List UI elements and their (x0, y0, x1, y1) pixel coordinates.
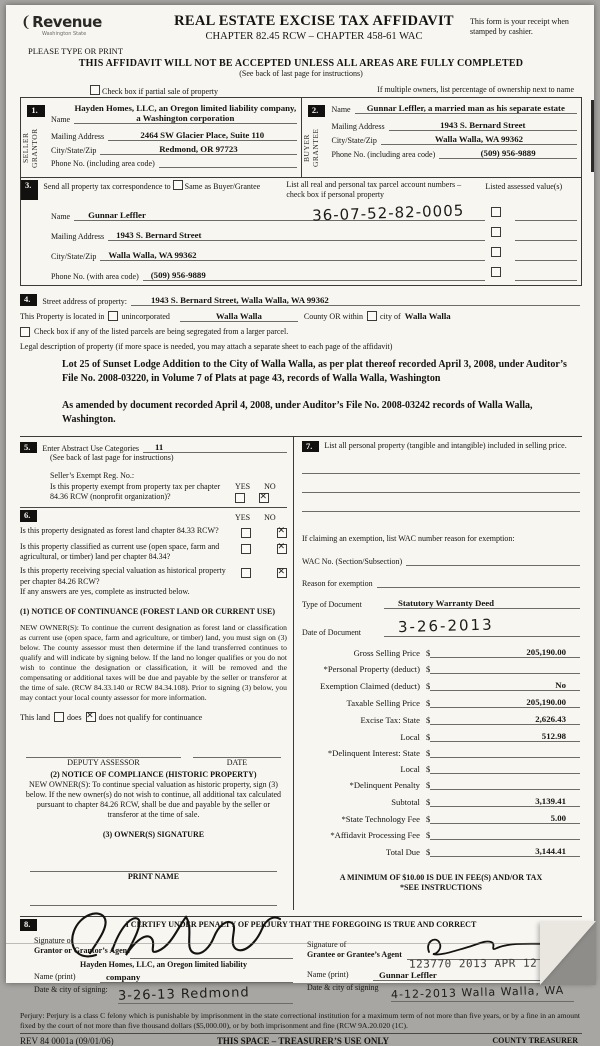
scanned-affidavit-page (6, 5, 594, 1046)
left-column (20, 437, 294, 911)
section7-number: 7. (302, 441, 319, 453)
same-as-buyer-checkbox (173, 180, 183, 190)
parcel-number-handwritten: 36-07-52-82-0005 (312, 201, 465, 225)
multiple-owners-note: If multiple owners, list percentage of ownership next to name (377, 85, 574, 94)
exempt-reg-label: Seller’s Exempt Reg. No.: (50, 471, 135, 480)
does-not-label: does not qualify for continuance (98, 712, 203, 722)
partial-sale-label: Check box if partial sale of property (102, 87, 218, 96)
form-subtitle: CHAPTER 82.45 RCW – CHAPTER 458-61 WAC (205, 31, 423, 42)
dollar-sign: $ (425, 830, 431, 840)
fee-label-4: Excise Tax: State (360, 715, 420, 725)
owner-signature-label: (3) OWNER(S) SIGNATURE (102, 830, 205, 840)
see-instructions-note: *SEE INSTRUCTIONS (399, 883, 482, 892)
buyer-city-label: City/State/Zip (331, 136, 377, 145)
no-header-2: NO (264, 512, 276, 522)
owner-signature-line (30, 862, 277, 872)
middle-two-column-area (20, 436, 582, 911)
see-back-note: (See back of last page for instructions) (239, 69, 363, 78)
s3-phone-label: Phone No. (with area code) (51, 272, 139, 281)
assessed-value-line-3 (515, 251, 577, 261)
current-use-no-checkbox (277, 544, 287, 554)
reason-value-line (377, 578, 580, 588)
personal-property-checkbox-4 (491, 267, 501, 277)
unincorporated-label: unincorporated (121, 311, 170, 321)
personal-property-line-3 (302, 502, 580, 512)
print-name-line (30, 896, 277, 906)
exempt-question: Is this property exempt from property tax per chapter 84.36 RCW (nonprofit organization)? (50, 482, 221, 502)
partial-sale-checkbox (90, 85, 100, 95)
fee-label-8: *Delinquent Penalty (349, 780, 420, 790)
fee-label-1: *Personal Property (deduct) (323, 664, 420, 674)
paper-crease (6, 943, 594, 944)
fee-value-2: No (430, 680, 580, 691)
s3-mailing-label: Mailing Address (51, 232, 105, 241)
fee-label-10: *State Technology Fee (341, 814, 420, 824)
s3-city-label: City/State/Zip (51, 252, 97, 261)
this-land-label: This land (20, 712, 50, 722)
county-value: Walla Walla (180, 311, 298, 322)
tax-correspondence-section (20, 178, 582, 286)
buyer-mailing-label: Mailing Address (331, 122, 385, 131)
dept-of-revenue-logo (20, 13, 158, 56)
seller-mailing-value: 2464 SW Glacier Place, Suite 110 (108, 130, 296, 141)
seller-section (21, 98, 302, 177)
buyer-name-label: Name (331, 105, 351, 114)
does-label: does (67, 712, 82, 722)
fee-value-3: 205,190.00 (430, 697, 580, 708)
exempt-yes-checkbox (235, 493, 245, 503)
assessor-date-line (193, 748, 281, 758)
page-curl (540, 921, 596, 985)
fee-label-6: *Delinquent Interest: State (327, 748, 420, 758)
fee-label-11: *Affidavit Processing Fee (330, 830, 420, 840)
dollar-sign: $ (425, 681, 431, 691)
personal-property-line-2 (302, 483, 580, 493)
seller-phone-label: Phone No. (including area code) (51, 159, 155, 168)
city-checkbox (367, 311, 377, 321)
county-or-within-label: County OR within (303, 311, 363, 321)
parties-box (20, 97, 582, 178)
abstract-use-value: 11 (143, 442, 287, 453)
s3-name-value: Gunnar Leffler (74, 210, 312, 221)
assessed-value-line-1 (515, 211, 577, 221)
grantor-name-print-value: company (100, 972, 293, 983)
assessed-value-line-2 (515, 231, 577, 241)
dollar-sign: $ (425, 764, 431, 774)
located-in-label: This Property is located in (20, 311, 105, 321)
historical-no-checkbox (277, 568, 287, 578)
personal-property-header: List all personal property (tangible and intangible) included in selling price. (324, 440, 567, 450)
continuance-body: NEW OWNER(S): To continue the current designation as forest land or classification as current use (open space, farm and agriculture, or timber) land, you must sign on (3) below. The county assessor must then determine if the land transferred continues to qualify and will indicate by signing below. If the land no longer qualifies or you do not wish to continue the designation or classification, it will be removed and the compensating or additional taxes will be due and payable by the seller or transferor at the time of sale. (RCW 84.33.140 or RCW 84.34.108). Prior to signing (3) below, you may contact your local county assessor for more information. (20, 623, 287, 703)
legal-description-p1: Lot 25 of Sunset Lodge Addition to the City of Walla Walla, as per plat thereof recorded April 3, 2008, under Auditor’s File No. 2008-03220, in Volume 7 of Plats at page 43, records of Walla Walla, Washington (62, 358, 567, 384)
buyer-phone-value: (509) 956-9889 (439, 148, 577, 159)
seller-grantor-side-label: SELLER GRANTOR (21, 128, 39, 168)
street-address-value: 1943 S. Bernard Street, Walla Walla, WA 99362 (131, 295, 580, 306)
fee-value-9: 3,139.41 (430, 796, 580, 807)
section1-number: 1. (27, 105, 44, 117)
form-header (20, 13, 582, 56)
grantor-sig-label-2: Grantor or Grantor’s Agent (34, 946, 130, 956)
personal-property-checkbox-2 (491, 227, 501, 237)
dollar-sign: $ (425, 847, 431, 857)
assessed-value-line-4 (515, 271, 577, 281)
seller-city-label: City/State/Zip (51, 146, 97, 155)
fee-label-5: Local (400, 732, 420, 742)
fee-value-12: 3,144.41 (430, 846, 580, 857)
grantee-name-print-value: Gunnar Leffler (373, 970, 574, 981)
dollar-sign: $ (425, 780, 431, 790)
grantee-sig-label-1: Signature of (307, 940, 347, 950)
legal-description-p2: As amended by document recorded April 4, 2008, under Auditor’s File No. 2008-03242 records of Walla Walla, Washington. (62, 399, 533, 425)
please-type-label: PLEASE TYPE OR PRINT (28, 46, 124, 56)
dollar-sign: $ (425, 797, 431, 807)
same-as-buyer-label: Same as Buyer/Grantee (184, 182, 261, 191)
legal-description-label: Legal description of property (if more space is needed, you may attach a separate sheet to each page of the affidavit) (20, 341, 393, 351)
yes-header: YES (234, 482, 251, 491)
s3-city-value: Walla Walla, WA 99362 (100, 250, 312, 261)
grantor-print-overflow: Hayden Homes, LLC, an Oregon limited liability (80, 960, 247, 970)
does-checkbox (54, 712, 64, 722)
fee-value-8 (430, 780, 580, 790)
seller-city-value: Redmond, OR 97723 (100, 144, 296, 155)
right-column (294, 437, 582, 911)
fee-label-9: Subtotal (391, 797, 420, 807)
current-use-question: Is this property classified as current use (open space, farm and agricultural, or timber) land per chapter 84.34? (20, 541, 220, 561)
fee-value-7 (430, 764, 580, 774)
historical-yes-checkbox (241, 568, 251, 578)
section5-number: 5. (20, 442, 37, 454)
form-rev-number: REV 84 0001a (09/01/06) (20, 1035, 114, 1046)
fee-label-0: Gross Selling Price (353, 648, 420, 658)
grantee-date-city-value: 4-12-2013 Walla Walla, WA (391, 983, 574, 1002)
treasurer-timestamp-stamp: 123770 2013 APR 12 15:35 (408, 956, 581, 971)
completion-notice: THIS AFFIDAVIT WILL NOT BE ACCEPTED UNLESS ALL AREAS ARE FULLY COMPLETED (78, 58, 524, 69)
section6-number: 6. (20, 510, 37, 522)
fee-value-1 (430, 664, 580, 674)
historical-question: Is this property receiving special valuation as historical property per chapter 84.26 RCW? (20, 566, 226, 586)
s3-name-label: Name (51, 212, 71, 221)
send-correspondence-label: Send all property tax correspondence to Same as Buyer/Grantee (43, 182, 261, 191)
date-of-document-value: 3-26-2013 (384, 617, 580, 637)
seller-phone-value (159, 158, 297, 168)
current-use-yes-checkbox (241, 544, 251, 554)
logo-tagline: Washington State (42, 31, 87, 37)
grantee-date-city-label: Date & city of signing (307, 983, 379, 993)
revenue-logo-icon: ❨ (21, 13, 31, 31)
street-address-label: Street address of property: (42, 296, 128, 306)
receipt-note: This form is your receipt when stamped by cashier. (470, 17, 569, 37)
buyer-grantee-side-label: BUYER GRANTEE (301, 128, 320, 168)
dollar-sign: $ (425, 732, 431, 742)
date-of-document-label: Date of Document (301, 628, 362, 637)
grantor-date-city-label: Date & city of signing: (34, 985, 108, 995)
fee-value-11 (430, 830, 580, 840)
grantee-sig-label-2: Grantee or Grantee’s Agent (307, 950, 402, 960)
dollar-sign: $ (425, 748, 431, 758)
fee-value-5: 512.98 (430, 731, 580, 742)
compliance-body: NEW OWNER(S): To continue special valuation as historic property, sign (3) below. If the new owner(s) do not wish to continue, all additional tax calculated pursuant to chapter 84.26 RCW, shall be due and payable by the seller or transferor at the time of sale. (25, 780, 282, 820)
assessor-date-label: DATE (226, 758, 248, 768)
section8-number: 8. (20, 919, 37, 931)
fee-label-7: Local (400, 764, 420, 774)
fee-value-4: 2,626.43 (430, 714, 580, 725)
dollar-sign: $ (425, 814, 431, 824)
forest-no-checkbox (277, 528, 287, 538)
fee-value-6 (430, 748, 580, 758)
minimum-fee-note: A MINIMUM OF $10.00 IS DUE IN FEE(S) AND/OR TAX (339, 873, 543, 882)
buyer-section (302, 98, 582, 177)
segregated-label: Check box if any of the listed parcels are being segregated from a larger parcel. (34, 327, 289, 336)
seller-name-label: Name (51, 115, 71, 124)
section2-number: 2. (308, 105, 325, 117)
deputy-assessor-label: DEPUTY ASSESSOR (67, 758, 140, 768)
type-of-document-value: Statutory Warranty Deed (384, 598, 580, 609)
forest-land-question: Is this property designated as forest land chapter 84.33 RCW? (20, 525, 219, 535)
segregated-checkbox (20, 327, 30, 337)
personal-property-checkbox-1 (491, 207, 501, 217)
if-yes-note: If any answers are yes, complete as instructed below. (20, 587, 190, 597)
treasurers-use-label: THIS SPACE – TREASURER’S USE ONLY (216, 1035, 390, 1046)
continuance-title: (1) NOTICE OF CONTINUANCE (FOREST LAND OR CURRENT USE) (20, 607, 275, 617)
grantor-name-print-label: Name (print) (34, 972, 76, 982)
fee-label-3: Taxable Selling Price (346, 698, 420, 708)
no-header: NO (264, 482, 276, 491)
buyer-city-value: Walla Walla, WA 99362 (381, 134, 577, 145)
s3-phone-value: (509) 956-9889 (143, 270, 313, 281)
dollar-sign: $ (425, 664, 431, 674)
wac-label: WAC No. (Section/Subsection) (301, 557, 403, 566)
buyer-phone-label: Phone No. (including area code) (331, 150, 436, 159)
wac-value-line (406, 556, 580, 566)
form-title: REAL ESTATE EXCISE TAX AFFIDAVIT (174, 13, 454, 29)
buyer-mailing-value: 1943 S. Bernard Street (389, 120, 577, 131)
buyer-name-value: Gunnar Leffler, a married man as his separate estate (355, 103, 577, 114)
dollar-sign: $ (425, 648, 431, 658)
fee-label-2: Exemption Claimed (deduct) (320, 681, 420, 691)
s3-mailing-value: 1943 S. Bernard Street (108, 230, 312, 241)
seller-mailing-label: Mailing Address (51, 132, 105, 141)
certify-statement: I CERTIFY UNDER PENALTY OF PERJURY THAT THE FOREGOING IS TRUE AND CORRECT (125, 920, 477, 930)
exemption-note: If claiming an exemption, list WAC number reason for exemption: (301, 534, 515, 543)
dollar-sign: $ (425, 698, 431, 708)
section3-number: 3. (21, 180, 38, 200)
grantor-signature (60, 907, 290, 969)
city-of-label: city of (380, 311, 401, 321)
fee-value-10: 5.00 (430, 813, 580, 824)
type-of-document-label: Type of Document (301, 600, 362, 609)
grantor-date-city-value: 3-26-13 Redmond (118, 985, 293, 1004)
parcel-numbers-header: List all real and personal tax parcel account numbers – check box if personal property (286, 180, 462, 199)
section4-number: 4. (20, 294, 37, 306)
certification-section (20, 916, 582, 1046)
yes-header-2: YES (234, 512, 251, 522)
does-not-checkbox (86, 712, 96, 722)
property-address-section (20, 286, 582, 428)
s5-see-back: (See back of last page for instructions) (50, 453, 174, 462)
county-treasurer-label: COUNTY TREASURER (492, 1035, 578, 1045)
grantee-name-print-label: Name (print) (307, 970, 349, 980)
abstract-use-label: Enter Abstract Use Categories (42, 444, 140, 453)
compliance-title: (2) NOTICE OF COMPLIANCE (HISTORIC PROPERTY) (50, 770, 257, 780)
partial-sale-row (90, 85, 218, 96)
fee-value-0: 205,190.00 (430, 647, 580, 658)
exempt-no-checkbox (259, 493, 269, 503)
unincorporated-checkbox (108, 311, 118, 321)
forest-yes-checkbox (241, 528, 251, 538)
print-name-label: PRINT NAME (127, 872, 180, 882)
assessed-values-header: Listed assessed value(s) (485, 182, 563, 191)
reason-label: Reason for exemption (301, 579, 373, 588)
perjury-statement: Perjury: Perjury is a class C felony which is punishable by imprisonment in the state correctional institution for a maximum term of not more than five years, or by a fine in an amount fixed by the court of not more than five thousand dollars ($5,000.00), or by both imprisonment and fine (RCW 9A.20.020 (1C). (20, 1008, 582, 1034)
fee-label-12: Total Due (385, 847, 420, 857)
dollar-sign: $ (425, 715, 431, 725)
deputy-assessor-line (26, 748, 181, 758)
personal-property-line-1 (302, 464, 580, 474)
personal-property-checkbox-3 (491, 247, 501, 257)
logo-text: Revenue (32, 13, 102, 31)
seller-name-value: Hayden Homes, LLC, an Oregon limited liability company, a Washington corporation (74, 103, 297, 123)
grantor-sig-label-1: Signature of (34, 936, 74, 946)
city-of-value: Walla Walla (404, 311, 451, 321)
